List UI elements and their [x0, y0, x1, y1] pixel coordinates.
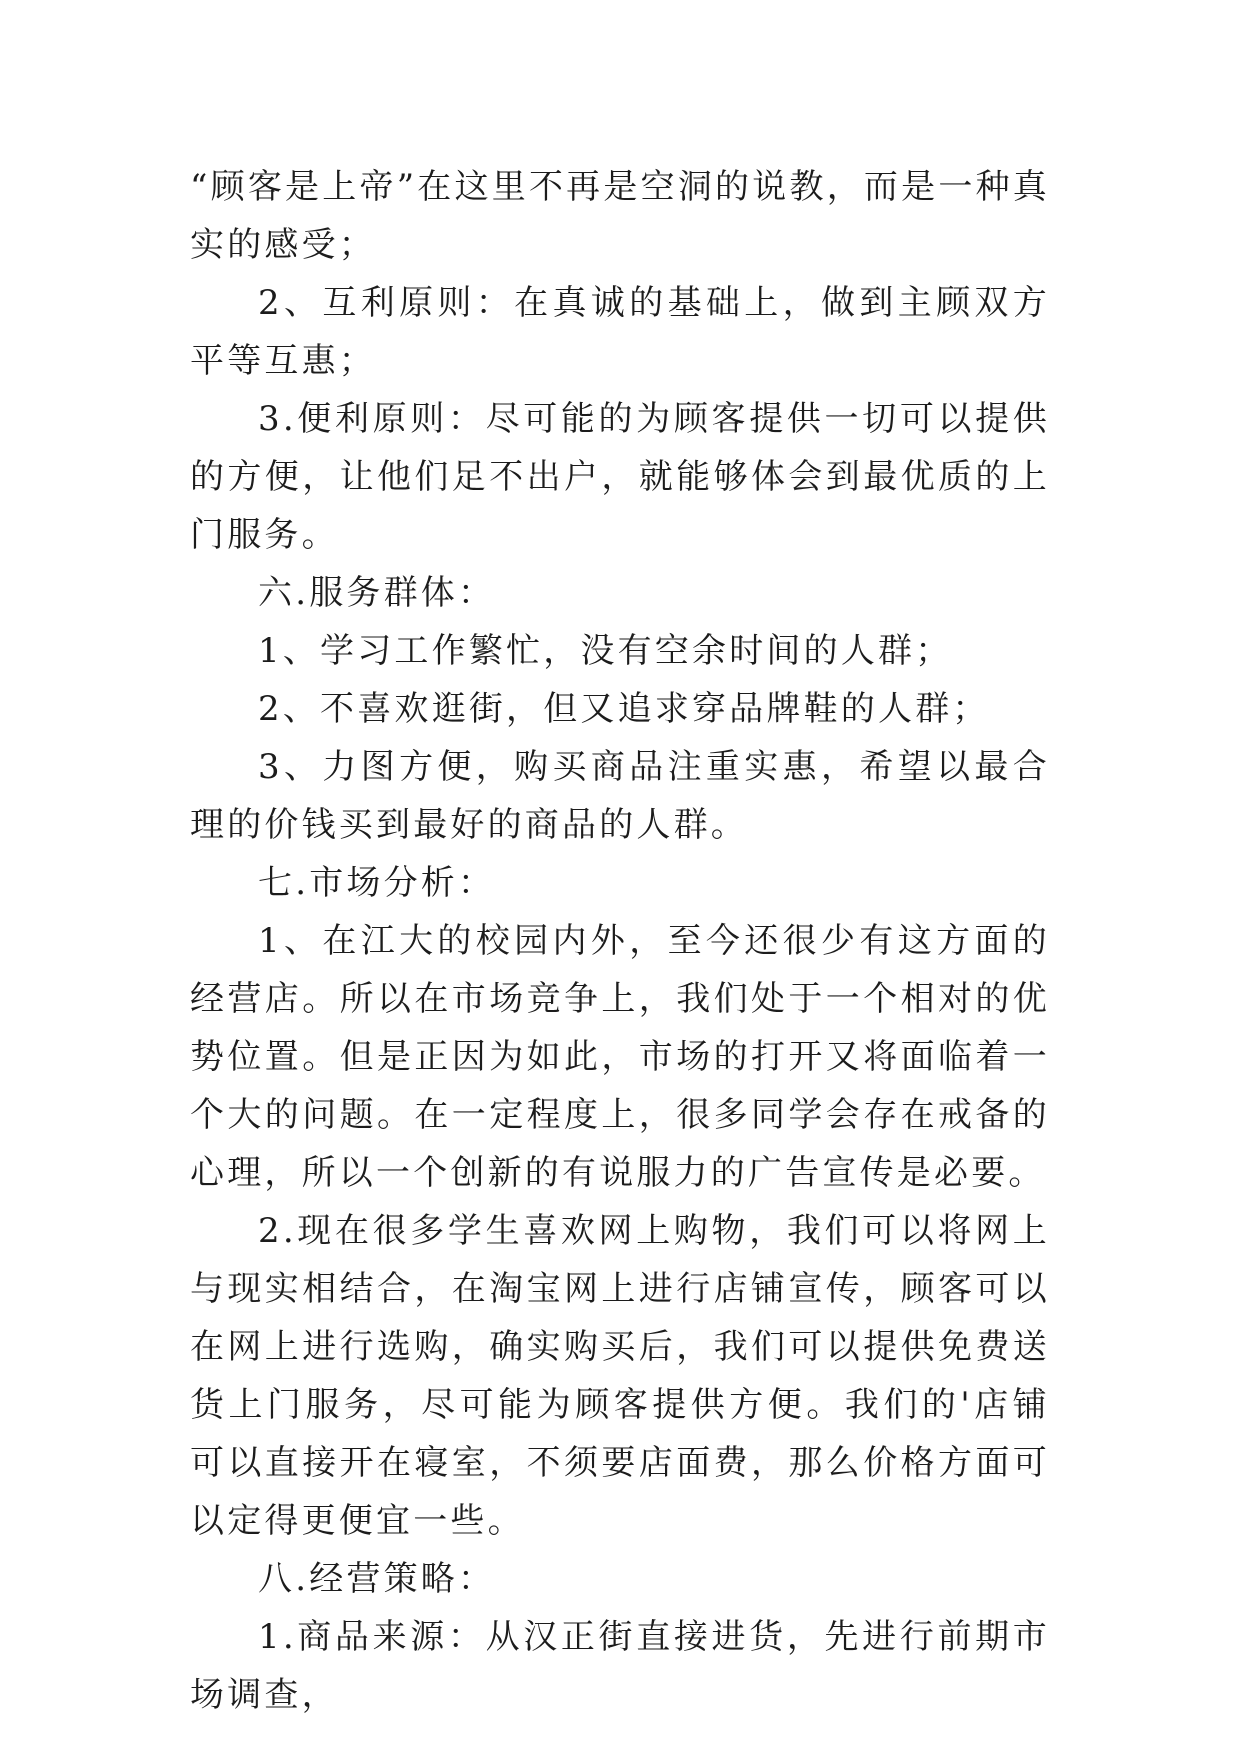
paragraph-mutual-benefit-principle: 2、互利原则：在真诚的基础上，做到主顾双方平等互惠；	[190, 283, 1050, 381]
heading-business-strategy: 八.经营策略：	[258, 1559, 496, 1599]
list-item-value-seekers: 3、力图方便，购买商品注重实惠，希望以最合理的价钱买到最好的商品的人群。	[190, 747, 1050, 845]
paragraph-convenience-principle: 3.便利原则：尽可能的为顾客提供一切可以提供的方便，让他们足不出户，就能够体会到最优质的上门服务。	[190, 399, 1050, 555]
list-item-brand-shoe-seekers: 2、不喜欢逛街，但又追求穿品牌鞋的人群；	[258, 689, 990, 729]
heading-service-groups: 六.服务群体：	[258, 573, 496, 613]
document-body	[190, 158, 1050, 1724]
paragraph-market-competition: 1、在江大的校园内外，至今还很少有这方面的经营店。所以在市场竞争上，我们处于一个相对的优势位置。但是正因为如此，市场的打开又将面临着一个大的问题。在一定程度上，很多同学会存在戒备的心理，所以一个创新的有说服力的广告宣传是必要。	[190, 921, 1050, 1193]
paragraph-online-shopping: 2.现在很多学生喜欢网上购物，我们可以将网上与现实相结合，在淘宝网上进行店铺宣传，顾客可以在网上进行选购，确实购买后，我们可以提供免费送货上门服务，尽可能为顾客提供方便。我们的'店铺可以直接开在寝室，不须要店面费，那么价格方面可以定得更便宜一些。	[190, 1211, 1050, 1541]
paragraph-product-source: 1.商品来源：从汉正街直接进货，先进行前期市场调查，	[190, 1617, 1050, 1715]
heading-market-analysis: 七.市场分析：	[258, 863, 496, 903]
list-item-busy-people: 1、学习工作繁忙，没有空余时间的人群；	[258, 631, 953, 671]
paragraph-customer-is-god: “顾客是上帝”在这里不再是空洞的说教，而是一种真实的感受；	[190, 167, 1050, 265]
